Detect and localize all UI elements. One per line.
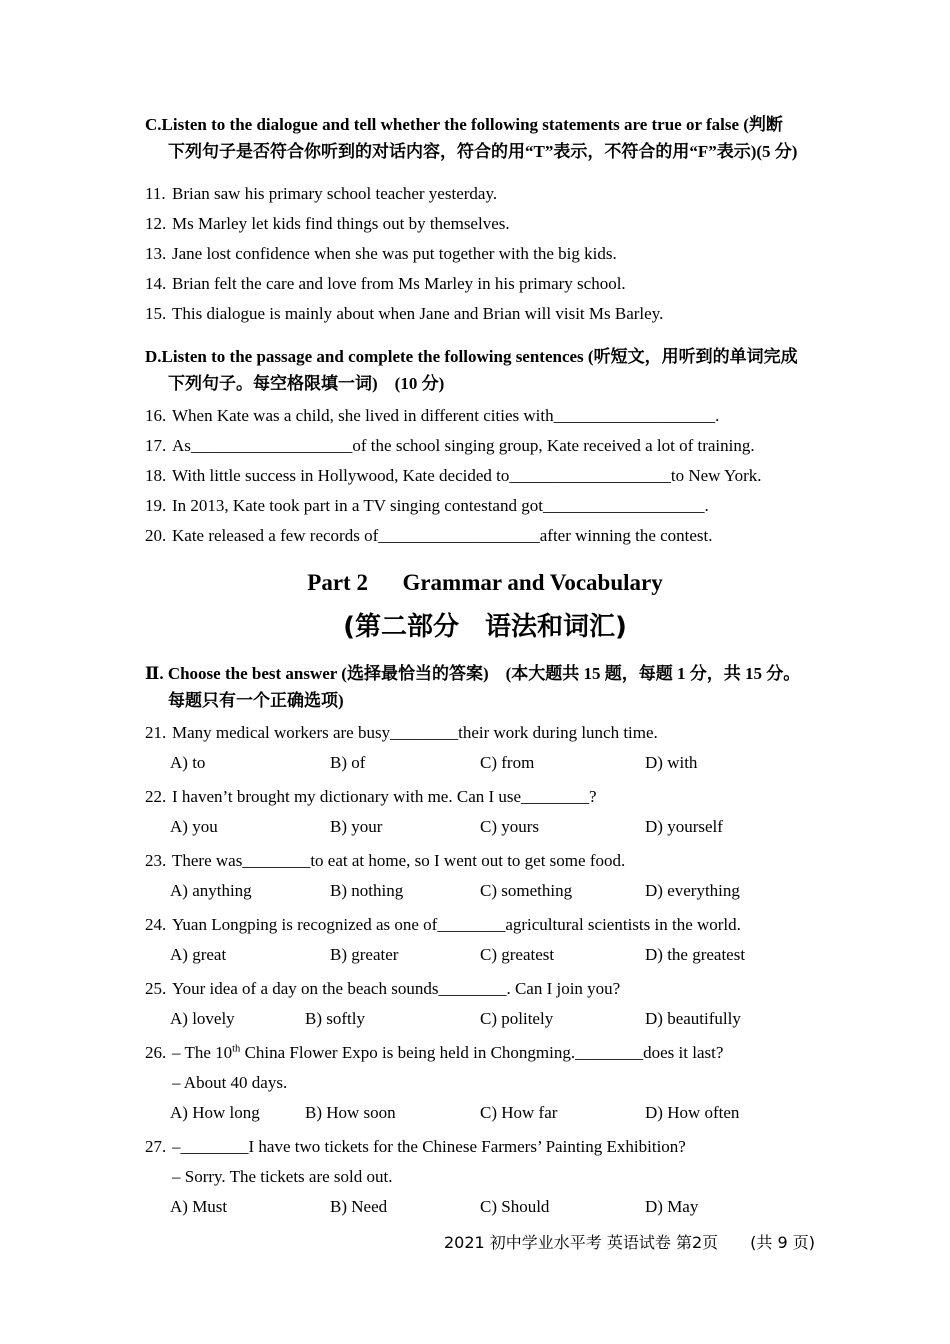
option-b: B) your [330, 817, 383, 836]
question-number: 14. [145, 274, 167, 293]
option-c: C) from [480, 753, 535, 772]
section-d-heading-line2: 下列句子。每空格限填一词) (10 分) [168, 374, 445, 393]
question-text: In 2013, Kate took part in a TV singing contestand got___________________. [172, 496, 709, 515]
question-27 [145, 1132, 825, 1222]
question-text: Yuan Longping is recognized as one of________agricultural scientists in the world. [172, 915, 741, 934]
option-c: C) Should [480, 1197, 550, 1216]
question-text: Kate released a few records of___________________after winning the contest. [172, 526, 713, 545]
question-text-pre: – The 10 [172, 1043, 233, 1062]
section-c-heading-line1: C.Listen to the dialogue and tell whether the following statements are true or false (判断 [145, 115, 783, 134]
question-21 [145, 718, 825, 778]
question-text: –________I have two tickets for the Chinese Farmers’ Painting Exhibition? [172, 1137, 686, 1156]
section-2 [145, 660, 825, 1222]
question-text: I haven’t brought my dictionary with me. Can I use________? [172, 787, 597, 806]
section-c-heading-line2: 下列句子是否符合你听到的对话内容，符合的用“T”表示，不符合的用“F”表示)(5 分) [168, 142, 798, 161]
option-d: D) with [645, 753, 698, 772]
question-27-reply: – Sorry. The tickets are sold out. [172, 1167, 393, 1186]
question-16 [145, 401, 825, 431]
question-12 [145, 209, 825, 239]
question-17 [145, 431, 825, 461]
question-number: 11. [145, 184, 166, 203]
question-number: 22. [145, 787, 167, 806]
question-text: Your idea of a day on the beach sounds________. Can I join you? [172, 979, 621, 998]
question-20 [145, 521, 825, 551]
options-21 [145, 748, 825, 778]
option-d: D) How often [645, 1103, 740, 1122]
option-d: D) beautifully [645, 1009, 741, 1028]
question-text: Ms Marley let kids find things out by themselves. [172, 214, 510, 233]
options-25 [145, 1004, 825, 1034]
option-d: D) the greatest [645, 945, 746, 964]
question-text: Jane lost confidence when she was put together with the big kids. [172, 244, 617, 263]
question-number: 15. [145, 304, 167, 323]
question-number: 19. [145, 496, 167, 515]
question-text [172, 1038, 825, 1068]
question-25 [145, 974, 825, 1034]
question-23 [145, 846, 825, 906]
options-22 [145, 812, 825, 842]
option-b: B) Need [330, 1197, 388, 1216]
option-c: C) greatest [480, 945, 555, 964]
option-a: A) How long [170, 1103, 260, 1122]
option-a: A) anything [170, 881, 252, 900]
question-number: 18. [145, 466, 167, 485]
question-number: 26. [145, 1043, 167, 1062]
option-c: C) something [480, 881, 573, 900]
question-11 [145, 179, 825, 209]
question-24 [145, 910, 825, 970]
ordinal-superscript: th [232, 1043, 241, 1055]
question-text: Brian saw his primary school teacher yesterday. [172, 184, 498, 203]
section-2-heading-line2: 每题只有一个正确选项) [168, 691, 344, 710]
option-b: B) How soon [305, 1103, 396, 1122]
option-b: B) nothing [330, 881, 404, 900]
question-number: 25. [145, 979, 167, 998]
question-19 [145, 491, 825, 521]
page-footer: 2021 初中学业水平考 英语试卷 第2页 (共 9 页) [444, 1233, 815, 1252]
option-d: D) yourself [645, 817, 723, 836]
question-26-reply: – About 40 days. [172, 1073, 288, 1092]
option-b: B) greater [330, 945, 399, 964]
option-a: A) lovely [170, 1009, 235, 1028]
question-text: This dialogue is mainly about when Jane and Brian will visit Ms Barley. [172, 304, 664, 323]
question-number: 23. [145, 851, 167, 870]
option-c: C) How far [480, 1103, 558, 1122]
option-a: A) great [170, 945, 227, 964]
question-26 [145, 1038, 825, 1128]
question-15 [145, 299, 825, 329]
section-c-heading [145, 111, 825, 165]
option-b: B) of [330, 753, 366, 772]
option-a: A) Must [170, 1197, 228, 1216]
question-13 [145, 239, 825, 269]
question-text: With little success in Hollywood, Kate decided to___________________to New York. [172, 466, 762, 485]
section-d [145, 343, 825, 551]
section-d-heading [145, 343, 825, 397]
section-2-heading-line1: Ⅱ. Choose the best answer (选择最恰当的答案) (本大题共 15 题，每题 1 分，共 15 分。 [145, 664, 801, 683]
option-c: C) yours [480, 817, 540, 836]
question-text: Many medical workers are busy________their work during lunch time. [172, 723, 658, 742]
section-2-heading [145, 660, 825, 714]
question-number: 17. [145, 436, 167, 455]
question-text: As___________________of the school singing group, Kate received a lot of training. [172, 436, 755, 455]
option-a: A) to [170, 753, 206, 772]
options-26 [145, 1098, 825, 1128]
question-number: 27. [145, 1137, 167, 1156]
page-content [145, 111, 825, 1222]
question-18 [145, 461, 825, 491]
option-a: A) you [170, 817, 218, 836]
options-23 [145, 876, 825, 906]
part2-title-english: Part 2 Grammar and Vocabulary [307, 570, 663, 595]
question-text: When Kate was a child, she lived in different cities with___________________. [172, 406, 720, 425]
question-number: 13. [145, 244, 167, 263]
question-text: There was________to eat at home, so I went out to get some food. [172, 851, 626, 870]
question-number: 16. [145, 406, 167, 425]
option-c: C) politely [480, 1009, 554, 1028]
question-number: 21. [145, 723, 167, 742]
question-number: 20. [145, 526, 167, 545]
option-d: D) everything [645, 881, 740, 900]
question-number: 12. [145, 214, 167, 233]
section-d-heading-line1: D.Listen to the passage and complete the following sentences (听短文，用听到的单词完成 [145, 347, 798, 366]
option-b: B) softly [305, 1009, 365, 1028]
options-24 [145, 940, 825, 970]
section-c [145, 111, 825, 329]
option-d: D) May [645, 1197, 699, 1216]
question-14 [145, 269, 825, 299]
question-text-post: China Flower Expo is being held in Chongming.________does it last? [240, 1043, 724, 1062]
options-27 [145, 1192, 825, 1222]
question-22 [145, 782, 825, 842]
part2-title-chinese: (第二部分 语法和词汇) [343, 612, 627, 642]
question-text: Brian felt the care and love from Ms Marley in his primary school. [172, 274, 626, 293]
question-number: 24. [145, 915, 167, 934]
